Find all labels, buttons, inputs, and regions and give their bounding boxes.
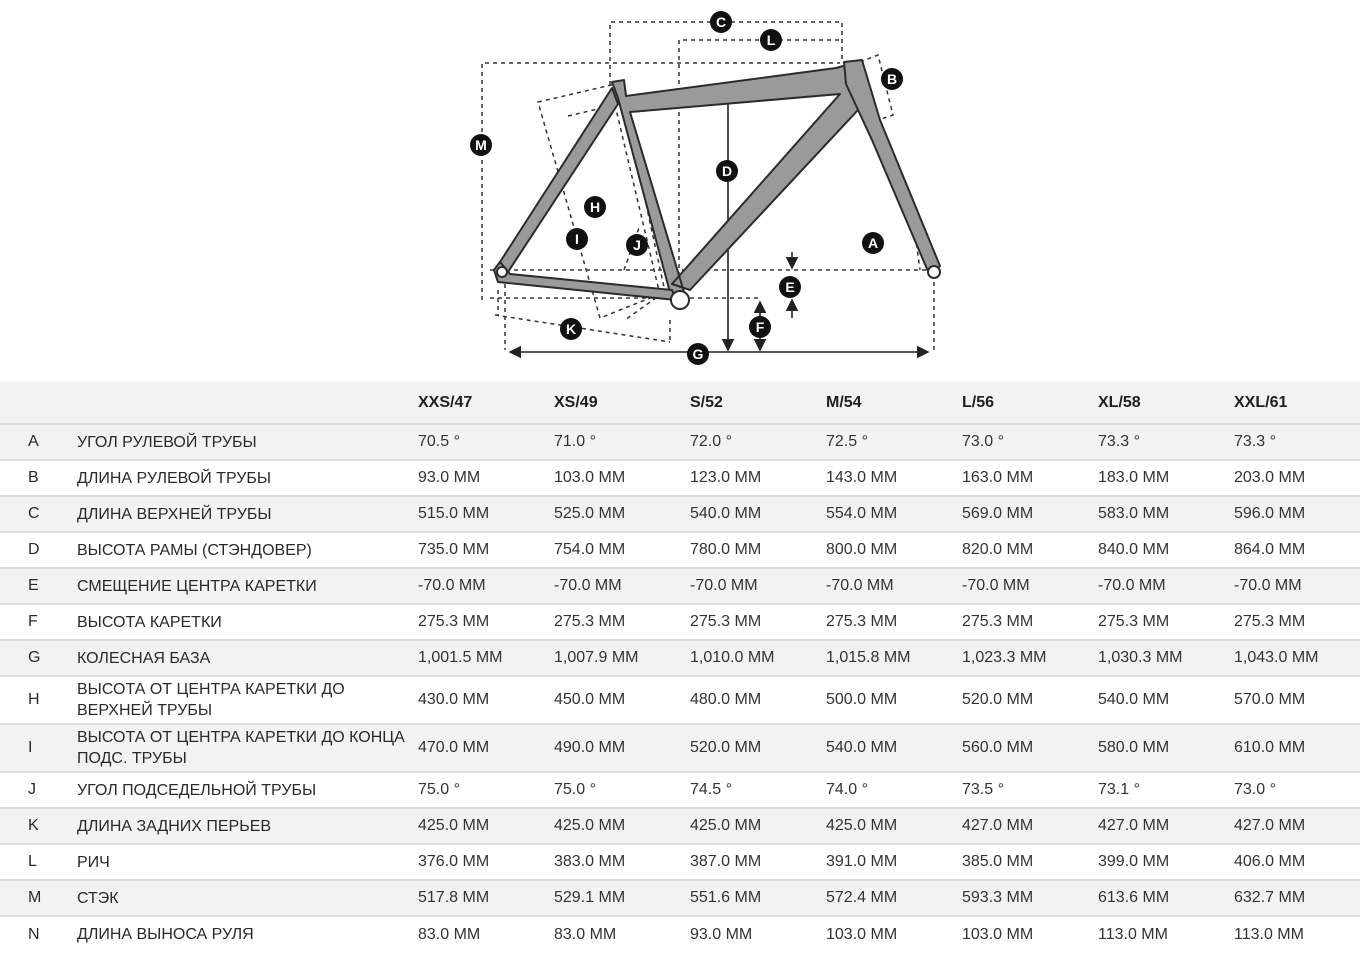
- row-value: 75.0 °: [418, 781, 460, 798]
- row-name: ДЛИНА РУЛЕВОЙ ТРУБЫ: [77, 469, 272, 487]
- row-value: 520.0 MM: [690, 739, 762, 756]
- table-row: [0, 916, 1360, 952]
- row-letter: F: [28, 613, 38, 630]
- row-value: 735.0 MM: [418, 541, 490, 558]
- row-value: 596.0 MM: [1234, 505, 1306, 522]
- row-value: 560.0 MM: [962, 739, 1034, 756]
- row-value: 275.3 MM: [962, 613, 1034, 630]
- row-value: 427.0 MM: [1234, 817, 1306, 834]
- row-name: ДЛИНА ВЫНОСА РУЛЯ: [77, 926, 254, 943]
- row-value: 73.1 °: [1098, 781, 1140, 798]
- diagram-labels: [470, 11, 903, 365]
- row-value: 275.3 MM: [826, 613, 898, 630]
- table-row: [0, 496, 1360, 532]
- row-value: 572.4 MM: [826, 889, 898, 906]
- row-name: ДЛИНА ЗАДНИХ ПЕРЬЕВ: [77, 817, 272, 835]
- svg-text:G: G: [692, 346, 704, 362]
- label-i: [566, 228, 588, 250]
- row-value: 540.0 MM: [690, 505, 762, 522]
- svg-text:C: C: [715, 14, 727, 30]
- label-l: [760, 29, 782, 51]
- row-value: 73.0 °: [1234, 781, 1276, 798]
- row-value: 73.0 °: [962, 433, 1004, 450]
- row-name: СМЕЩЕНИЕ ЦЕНТРА КАРЕТКИ: [77, 577, 317, 595]
- row-letter: A: [28, 433, 39, 450]
- size-header: XL/58: [1098, 393, 1141, 411]
- row-value: 93.0 MM: [418, 469, 481, 486]
- row-value: 525.0 MM: [554, 505, 626, 522]
- row-value: 1,015.8 MM: [826, 649, 911, 666]
- row-value: -70.0 MM: [418, 577, 486, 594]
- row-value: 1,001.5 MM: [418, 649, 503, 666]
- row-value: 580.0 MM: [1098, 739, 1170, 756]
- row-value: 70.5 °: [418, 433, 460, 450]
- row-value: 73.5 °: [962, 781, 1004, 798]
- svg-text:D: D: [721, 163, 733, 179]
- row-value: 73.3 °: [1098, 433, 1140, 450]
- row-value: 540.0 MM: [826, 739, 898, 756]
- frame-geometry-diagram: [0, 0, 1360, 380]
- row-value: 74.5 °: [690, 781, 732, 798]
- row-value: 75.0 °: [554, 781, 596, 798]
- row-value: -70.0 MM: [554, 577, 622, 594]
- row-value: 1,010.0 MM: [690, 649, 775, 666]
- row-value: 820.0 MM: [962, 541, 1034, 558]
- row-letter: J: [28, 781, 36, 798]
- row-value: 123.0 MM: [690, 469, 762, 486]
- table-row: [0, 640, 1360, 676]
- row-value: 275.3 MM: [418, 613, 490, 630]
- row-letter: L: [28, 853, 37, 870]
- header-empty-name: [77, 382, 418, 424]
- row-value: 529.1 MM: [554, 889, 626, 906]
- svg-text:M: M: [475, 137, 487, 153]
- label-m: [470, 134, 492, 156]
- row-value: 610.0 MM: [1234, 739, 1306, 756]
- label-e: [779, 276, 801, 298]
- row-name: ВЫСОТА КАРЕТКИ: [77, 613, 222, 631]
- row-value: 480.0 MM: [690, 691, 762, 708]
- row-value: -70.0 MM: [1234, 577, 1302, 594]
- table-row: [0, 424, 1360, 460]
- svg-text:I: I: [575, 231, 579, 247]
- size-header: XXL/61: [1234, 393, 1288, 411]
- svg-text:A: A: [867, 235, 879, 251]
- table-row: [0, 772, 1360, 808]
- row-value: 780.0 MM: [690, 541, 762, 558]
- bicycle-frame: [494, 60, 940, 309]
- row-value: 83.0 MM: [554, 925, 617, 943]
- table-row: [0, 808, 1360, 844]
- row-value: 613.6 MM: [1098, 889, 1170, 906]
- row-value: 450.0 MM: [554, 691, 626, 708]
- row-value: 93.0 MM: [690, 925, 753, 943]
- row-value: 1,007.9 MM: [554, 649, 639, 666]
- row-value: 113.0 MM: [1234, 925, 1304, 943]
- row-name: ВЫСОТА РАМЫ (СТЭНДОВЕР): [77, 541, 312, 559]
- row-value: 203.0 MM: [1234, 469, 1306, 486]
- row-value: 275.3 MM: [1234, 613, 1306, 630]
- row-value: 569.0 MM: [962, 505, 1034, 522]
- label-k: [560, 318, 582, 340]
- row-letter: K: [28, 817, 39, 834]
- svg-text:F: F: [755, 319, 765, 335]
- svg-text:L: L: [766, 32, 776, 48]
- svg-text:H: H: [589, 199, 601, 215]
- row-value: 583.0 MM: [1098, 505, 1170, 522]
- row-value: -70.0 MM: [826, 577, 894, 594]
- table-row: [0, 676, 1360, 724]
- row-value: 570.0 MM: [1234, 691, 1306, 708]
- row-value: 425.0 MM: [826, 817, 898, 834]
- row-value: 632.7 MM: [1234, 889, 1306, 906]
- row-letter: G: [28, 649, 41, 666]
- row-value: -70.0 MM: [962, 577, 1030, 594]
- row-value: 183.0 MM: [1098, 469, 1170, 486]
- row-value: 391.0 MM: [826, 853, 898, 870]
- row-value: 500.0 MM: [826, 691, 898, 708]
- row-value: 490.0 MM: [554, 739, 626, 756]
- row-value: 275.3 MM: [554, 613, 626, 630]
- row-value: 1,043.0 MM: [1234, 649, 1319, 666]
- row-letter: N: [28, 925, 40, 943]
- row-value: 517.8 MM: [418, 889, 490, 906]
- row-letter: M: [28, 889, 42, 906]
- row-value: 83.0 MM: [418, 925, 481, 943]
- row-value: 74.0 °: [826, 781, 868, 798]
- size-header: XS/49: [554, 393, 598, 411]
- row-letter: I: [28, 739, 33, 756]
- row-name: КОЛЕСНАЯ БАЗА: [77, 649, 211, 667]
- row-value: 425.0 MM: [690, 817, 762, 834]
- table-row: [0, 460, 1360, 496]
- label-f: [749, 316, 771, 338]
- label-d: [716, 160, 738, 182]
- table-row: [0, 844, 1360, 880]
- row-value: 376.0 MM: [418, 853, 490, 870]
- row-value: 515.0 MM: [418, 505, 490, 522]
- row-value: 163.0 MM: [962, 469, 1034, 486]
- row-value: 593.3 MM: [962, 889, 1034, 906]
- row-value: 143.0 MM: [826, 469, 898, 486]
- row-value: 427.0 MM: [962, 817, 1034, 834]
- row-value: 1,030.3 MM: [1098, 649, 1183, 666]
- size-header: L/56: [962, 393, 995, 411]
- row-value: 385.0 MM: [962, 853, 1034, 870]
- row-name: ВЫСОТА ОТ ЦЕНТРА КАРЕТКИ ДО КОНЦА ПОДС. ТРУБЫ: [77, 729, 405, 767]
- row-value: 103.0 MM: [962, 925, 1034, 943]
- row-value: 840.0 MM: [1098, 541, 1170, 558]
- row-letter: B: [28, 469, 39, 486]
- row-name: РИЧ: [77, 853, 110, 871]
- row-value: 383.0 MM: [554, 853, 626, 870]
- label-c: [710, 11, 732, 33]
- row-value: -70.0 MM: [1098, 577, 1166, 594]
- row-value: 551.6 MM: [690, 889, 762, 906]
- row-value: 470.0 MM: [418, 739, 490, 756]
- row-name: ВЫСОТА ОТ ЦЕНТРА КАРЕТКИ ДО ВЕРХНЕЙ ТРУБЫ: [77, 681, 345, 719]
- size-header-row: [0, 382, 1360, 424]
- row-name: ДЛИНА ВЕРХНЕЙ ТРУБЫ: [77, 505, 272, 523]
- label-g: [687, 343, 709, 365]
- row-value: 430.0 MM: [418, 691, 490, 708]
- row-value: 540.0 MM: [1098, 691, 1170, 708]
- row-name: УГОЛ ПОДСЕДЕЛЬНОЙ ТРУБЫ: [77, 781, 317, 799]
- row-value: 71.0 °: [554, 433, 596, 450]
- header-empty-letter: [0, 382, 77, 424]
- size-header: XXS/47: [418, 393, 473, 411]
- label-a: [862, 232, 884, 254]
- row-value: 73.3 °: [1234, 433, 1276, 450]
- row-value: -70.0 MM: [690, 577, 758, 594]
- row-value: 554.0 MM: [826, 505, 898, 522]
- row-value: 72.5 °: [826, 433, 868, 450]
- row-value: 864.0 MM: [1234, 541, 1306, 558]
- label-h: [584, 196, 606, 218]
- svg-text:J: J: [633, 237, 641, 253]
- row-value: 72.0 °: [690, 433, 732, 450]
- row-value: 800.0 MM: [826, 541, 898, 558]
- svg-text:K: K: [565, 321, 577, 337]
- table-row: [0, 880, 1360, 916]
- row-value: 1,023.3 MM: [962, 649, 1047, 666]
- svg-text:B: B: [886, 71, 898, 87]
- row-value: 754.0 MM: [554, 541, 626, 558]
- row-value: 425.0 MM: [554, 817, 626, 834]
- row-value: 275.3 MM: [1098, 613, 1170, 630]
- row-value: 103.0 MM: [826, 925, 898, 943]
- table-row: [0, 532, 1360, 568]
- row-value: 113.0 MM: [1098, 925, 1168, 943]
- row-value: 275.3 MM: [690, 613, 762, 630]
- label-b: [881, 68, 903, 90]
- row-value: 427.0 MM: [1098, 817, 1170, 834]
- size-header: S/52: [690, 393, 723, 411]
- size-header: M/54: [826, 393, 862, 411]
- row-value: 520.0 MM: [962, 691, 1034, 708]
- row-value: 425.0 MM: [418, 817, 490, 834]
- row-name: УГОЛ РУЛЕВОЙ ТРУБЫ: [77, 433, 257, 451]
- row-letter: D: [28, 541, 40, 558]
- table-row: [0, 724, 1360, 772]
- row-letter: E: [28, 577, 39, 594]
- row-name: СТЭК: [77, 889, 119, 907]
- row-letter: H: [28, 691, 40, 708]
- table-row: [0, 604, 1360, 640]
- row-value: 406.0 MM: [1234, 853, 1306, 870]
- table-row: [0, 568, 1360, 604]
- label-j: [626, 234, 648, 256]
- geometry-table: [0, 382, 1360, 952]
- row-value: 103.0 MM: [554, 469, 626, 486]
- svg-text:E: E: [785, 279, 795, 295]
- row-value: 387.0 MM: [690, 853, 762, 870]
- row-letter: C: [28, 505, 40, 522]
- row-value: 399.0 MM: [1098, 853, 1170, 870]
